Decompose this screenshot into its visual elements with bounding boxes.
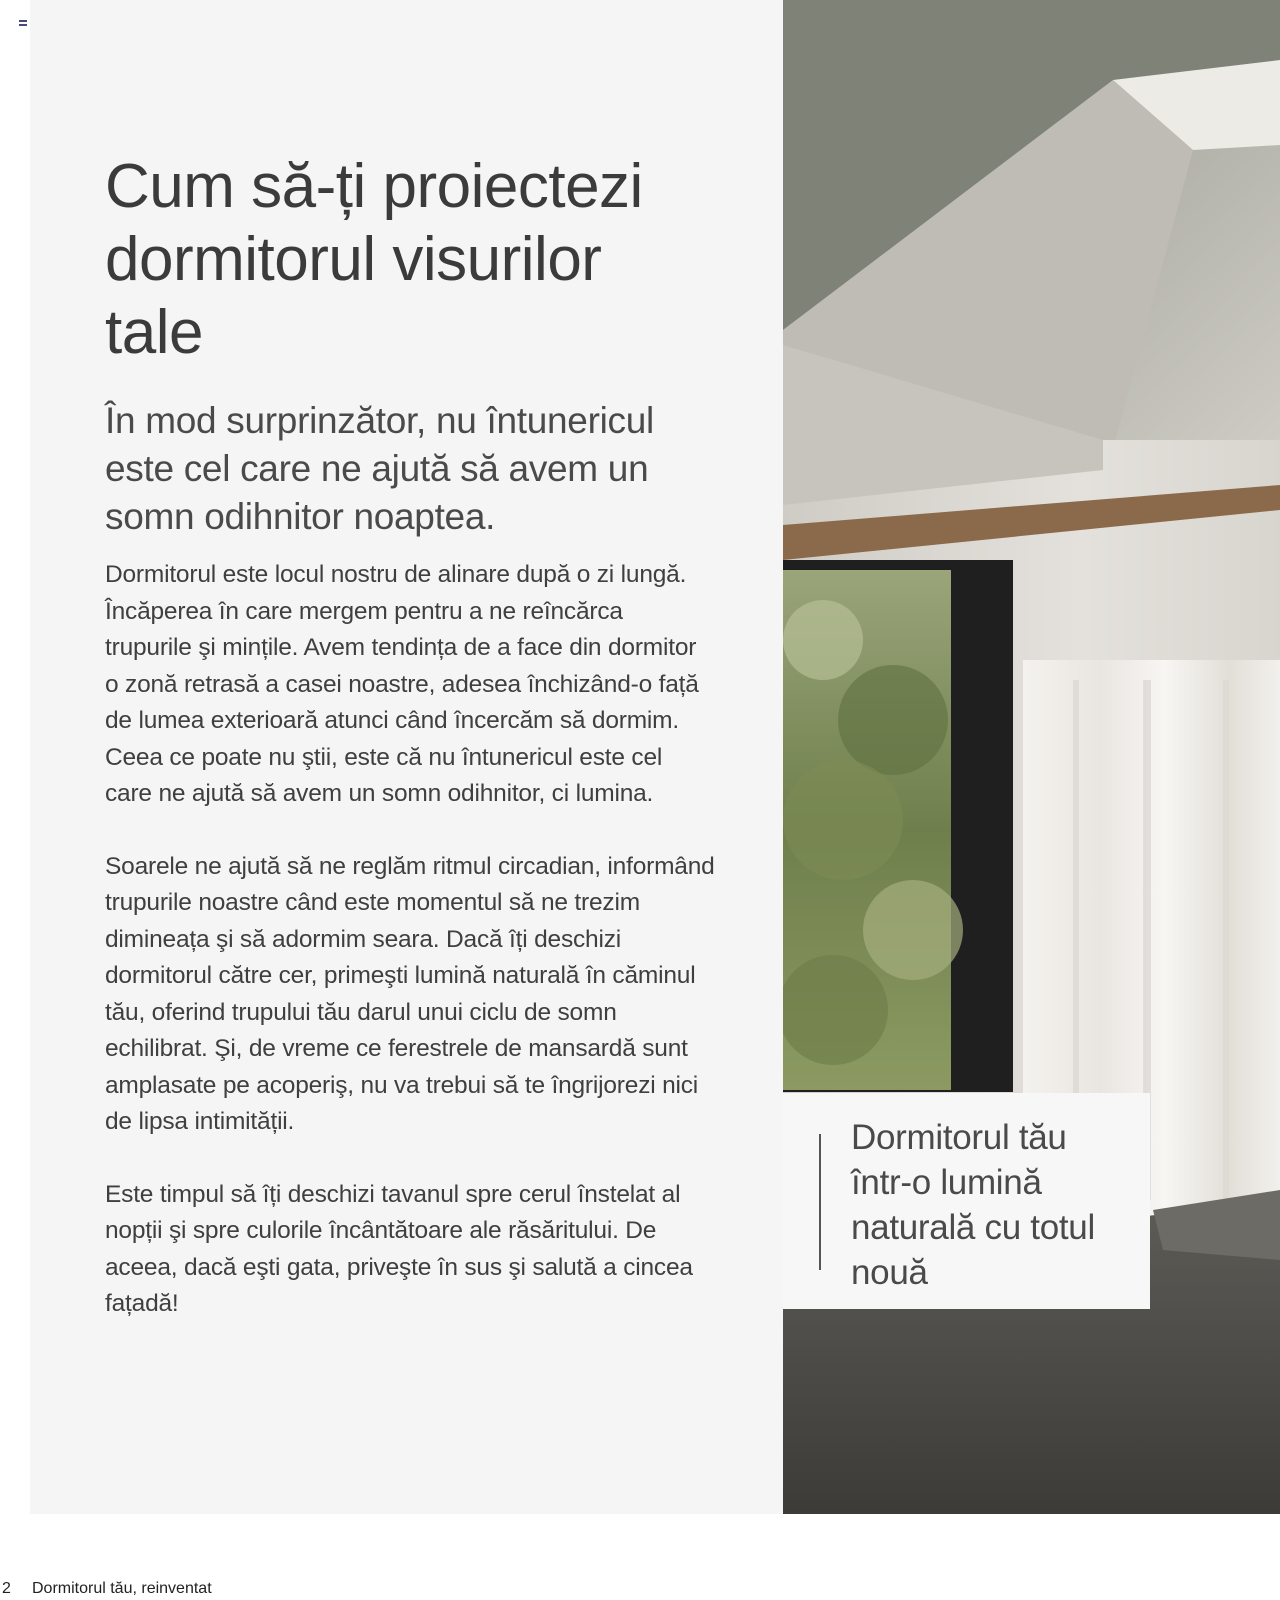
paragraph-3: Este timpul să îți deschizi tavanul spre cerul înstelat al nopții şi spre culorile încântătoare ale răsăritului. De aceea, dacă eşti gata, priveşte în sus şi salută a cincea fațadă! (105, 1180, 693, 1317)
publication-title: Dormitorul tău, reinventat (32, 1580, 212, 1597)
page-footer (0, 1580, 212, 1598)
page-title: Cum să-ți proiectezi dormitorul visurilor tale (105, 152, 643, 367)
menu-icon[interactable] (19, 20, 27, 26)
paragraph-2: Soarele ne ajută să ne reglăm ritmul circadian, informând trupurile noastre când este momentul să ne trezim dimineața şi să adormim seara. Dacă îți deschizi dormitorul către cer, primeşti lumină naturală în căminul tău, oferind trupului tău darul unui ciclu de somn echilibrat. Şi, de vreme ce ferestrele de mansardă sunt amplasate pe acoperiş, nu va trebui să te îngrijorezi nici de lipsa intimității. (105, 852, 715, 1135)
caption-accent-bar (819, 1134, 821, 1270)
article-content (105, 150, 715, 1323)
article-panel (30, 0, 784, 1514)
page-number: 2 (2, 1580, 11, 1597)
lede: În mod surprinzător, nu întunericul este cel care ne ajută să avem un somn odihnitor noaptea. (105, 400, 654, 537)
photo-caption-box (783, 1093, 1150, 1309)
paragraph-1: Dormitorul este locul nostru de alinare după o zi lungă. Încăperea în care mergem pentru a ne reîncărca trupurile şi mințile. Avem tendința de a face din dormitor o zonă retrasă a casei noastre, adesea închizând-o față de lumea exterioară atunci când încercăm să dormim. Ceea ce poate nu ştii, este că nu întunericul este cel care ne ajută să avem un somn odihnitor, ci lumina. (105, 561, 699, 807)
photo-caption: Dormitorul tău într-o lumină naturală cu totul nouă (851, 1118, 1095, 1292)
